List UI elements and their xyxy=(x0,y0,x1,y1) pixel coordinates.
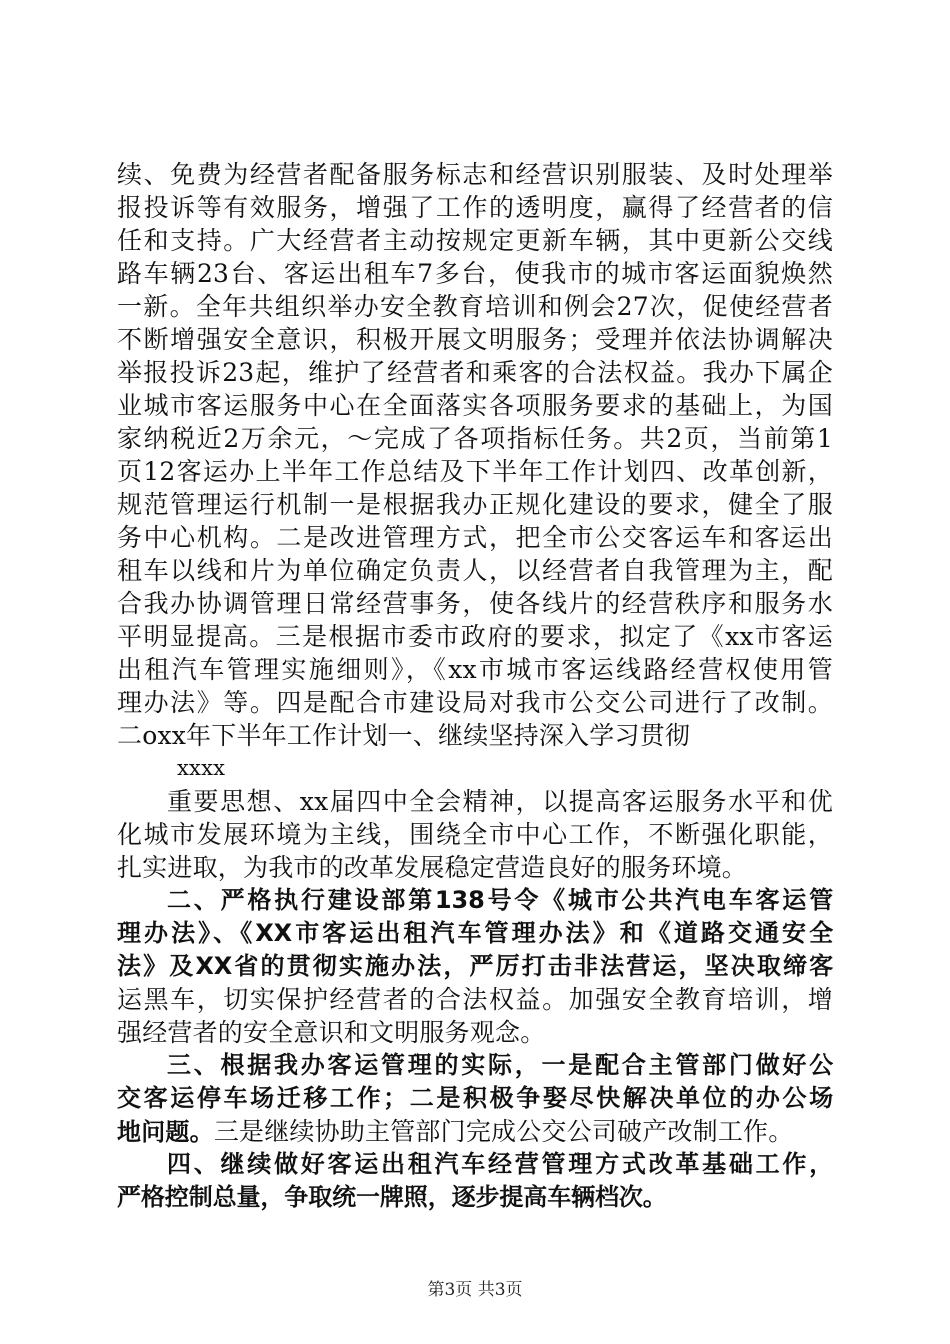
text-line: 二、严格执行建设部第138号令《城市公共汽电车客运管 xyxy=(167,886,833,914)
text-line-mixed xyxy=(117,1115,833,1148)
text-line: 四、继续做好客运出租汽车经营管理方式改革基础工作， xyxy=(167,1150,833,1178)
text-line: 二oxx年下半年工作计划一、继续坚持深入学习贯彻 xyxy=(117,721,691,750)
page-number: 第3页 共3页 xyxy=(427,1280,523,1300)
text-line: 规范管理运行机制一是根据我办正规化建设的要求，健全了服 xyxy=(117,490,833,519)
text-line: 务中心机构。二是改进管理方式，把全市公交客运车和客运出 xyxy=(117,523,833,552)
text-line: 不断增强安全意识，积极开展文明服务；受理并依法协调解决 xyxy=(117,325,833,354)
document-body xyxy=(117,158,833,1214)
text-line: 报投诉等有效服务，增强了工作的透明度，赢得了经营者的信 xyxy=(117,193,833,222)
text-line: 业城市客运服务中心在全面落实各项服务要求的基础上，为国 xyxy=(117,391,833,420)
text-line: 运黑车，切实保护经营者的合法权益。加强安全教育培训，增 xyxy=(117,985,833,1014)
text-line: 一新。全年共组织举办安全教育培训和例会27次，促使经营者 xyxy=(117,292,833,321)
text-line: 交客运停车场迁移工作；二是积极争娶尽快解决单位的办公场 xyxy=(117,1084,833,1112)
text-line: 出租汽车管理实施细则》，《xx市城市客运线路经营权使用管 xyxy=(117,655,833,684)
text-line: 理办法》等。四是配合市建设局对我市公交公司进行了改制。 xyxy=(117,688,833,717)
text-line: 重要思想、xx届四中全会精神，以提高客运服务水平和优 xyxy=(167,787,833,816)
text-line: 续、免费为经营者配备服务标志和经营识别服装、及时处理举 xyxy=(117,160,833,189)
text-line: 路车辆23台、客运出租车7多台，使我市的城市客运面貌焕然 xyxy=(117,259,833,288)
text-line: 法》及XX省的贯彻实施办法，严厉打击非法营运，坚决取缔客 xyxy=(117,952,833,980)
text-line: 任和支持。广大经营者主动按规定更新车辆，其中更新公交线 xyxy=(117,226,833,255)
text-line: 家纳税近2万余元，～完成了各项指标任务。共2页，当前第1 xyxy=(117,424,833,453)
text-line: 租车以线和片为单位确定负责人，以经营者自我管理为主，配 xyxy=(117,556,833,585)
text-line: 合我办协调管理日常经营事务，使各线片的经营秩序和服务水 xyxy=(117,589,833,618)
text-line: 化城市发展环境为主线，围绕全市中心工作，不断强化职能， xyxy=(117,820,833,849)
text-line: xxxx xyxy=(177,756,226,780)
text-line: 严格控制总量，争取统一牌照，逐步提高车辆档次。 xyxy=(117,1183,667,1211)
text-run-bold: 地问题。 xyxy=(117,1118,214,1146)
text-line: 三、根据我办客运管理的实际，一是配合主管部门做好公 xyxy=(167,1051,833,1079)
text-line: 平明显提高。三是根据市委市政府的要求，拟定了《xx市客运 xyxy=(117,622,833,651)
text-line: 强经营者的安全意识和文明服务观念。 xyxy=(117,1018,546,1047)
text-run-normal: 三是继续协助主管部门完成公交公司破产改制工作。 xyxy=(213,1117,794,1146)
text-line: 扎实进取，为我市的改革发展稳定营造良好的服务环境。 xyxy=(117,853,748,882)
text-line: 页12客运办上半年工作总结及下半年工作计划四、改革创新， xyxy=(117,457,833,486)
text-line: 理办法》、《XX市客运出租汽车管理办法》和《道路交通安全 xyxy=(117,919,833,947)
text-line: 举报投诉23起，维护了经营者和乘客的合法权益。我办下属企 xyxy=(117,358,833,387)
page-footer xyxy=(0,1275,950,1300)
